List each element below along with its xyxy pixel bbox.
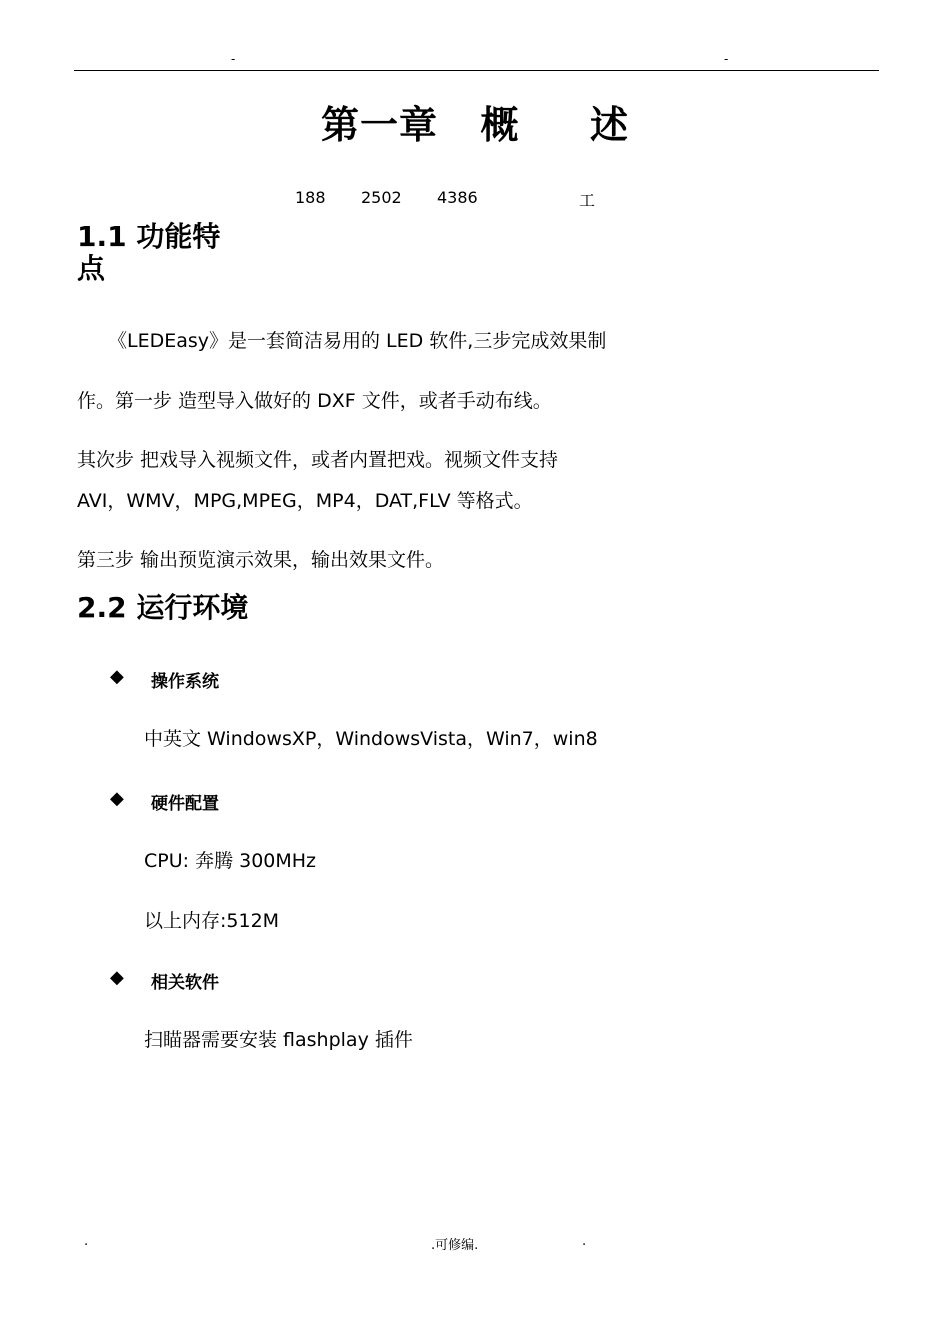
contact-number-3: 4386 [437, 188, 478, 207]
footer-center: .可修编. [431, 1238, 479, 1253]
item-label-hardware: 硬件配置 [151, 794, 219, 814]
diamond-bullet-icon: ◆ [110, 666, 124, 687]
header-mark-left: - [231, 52, 236, 66]
section-1-paragraph-3: 其次步 把戏导入视频文件，或者内置把戏。视频文件支持 [77, 449, 559, 471]
item-label-software: 相关软件 [151, 973, 219, 993]
section-1-paragraph-4: AVI，WMV，MPG,MPEG，MP4，DAT,FLV 等格式。 [77, 490, 533, 512]
chapter-title [0, 94, 950, 149]
contact-number-2: 2502 [361, 188, 402, 207]
section-1-paragraph-2: 作。第一步 造型导入做好的 DXF 文件，或者手动布线。 [77, 390, 552, 412]
diamond-bullet-icon: ◆ [110, 967, 124, 988]
section-1-heading-line1: 1.1 功能特 [77, 220, 221, 253]
section-1-paragraph-5: 第三步 输出预览演示效果，输出效果文件。 [77, 549, 445, 571]
contact-number-1: 188 [295, 188, 326, 207]
diamond-bullet-icon: ◆ [110, 788, 124, 809]
section-1-paragraph-1: 《LEDEasy》是一套简洁易用的 LED 软件,三步完成效果制 [108, 330, 607, 352]
item-software-line-1: 扫瞄器需要安装 flashplay 插件 [144, 1029, 413, 1051]
footer-left: . [84, 1234, 89, 1249]
item-os-line-1: 中英文 WindowsXP，WindowsVista，Win7，win8 [144, 728, 598, 750]
footer-right: . [582, 1234, 587, 1249]
chapter-title-part2: 概 [480, 103, 520, 147]
section-1-heading [77, 221, 220, 285]
chapter-title-part3: 述 [589, 103, 629, 147]
header-mark-right: - [724, 52, 729, 66]
item-hardware-line-1: CPU: 奔腾 300MHz [144, 850, 317, 872]
item-hardware-line-2: 以上内存:512M [144, 910, 280, 932]
chapter-title-part1: 第一章 [321, 103, 439, 147]
item-label-os: 操作系统 [151, 672, 219, 692]
contact-tail: 工 [579, 191, 596, 210]
section-1-heading-line2: 点 [77, 252, 106, 285]
section-2-heading: 2.2 运行环境 [77, 591, 249, 624]
header-rule [74, 70, 879, 71]
